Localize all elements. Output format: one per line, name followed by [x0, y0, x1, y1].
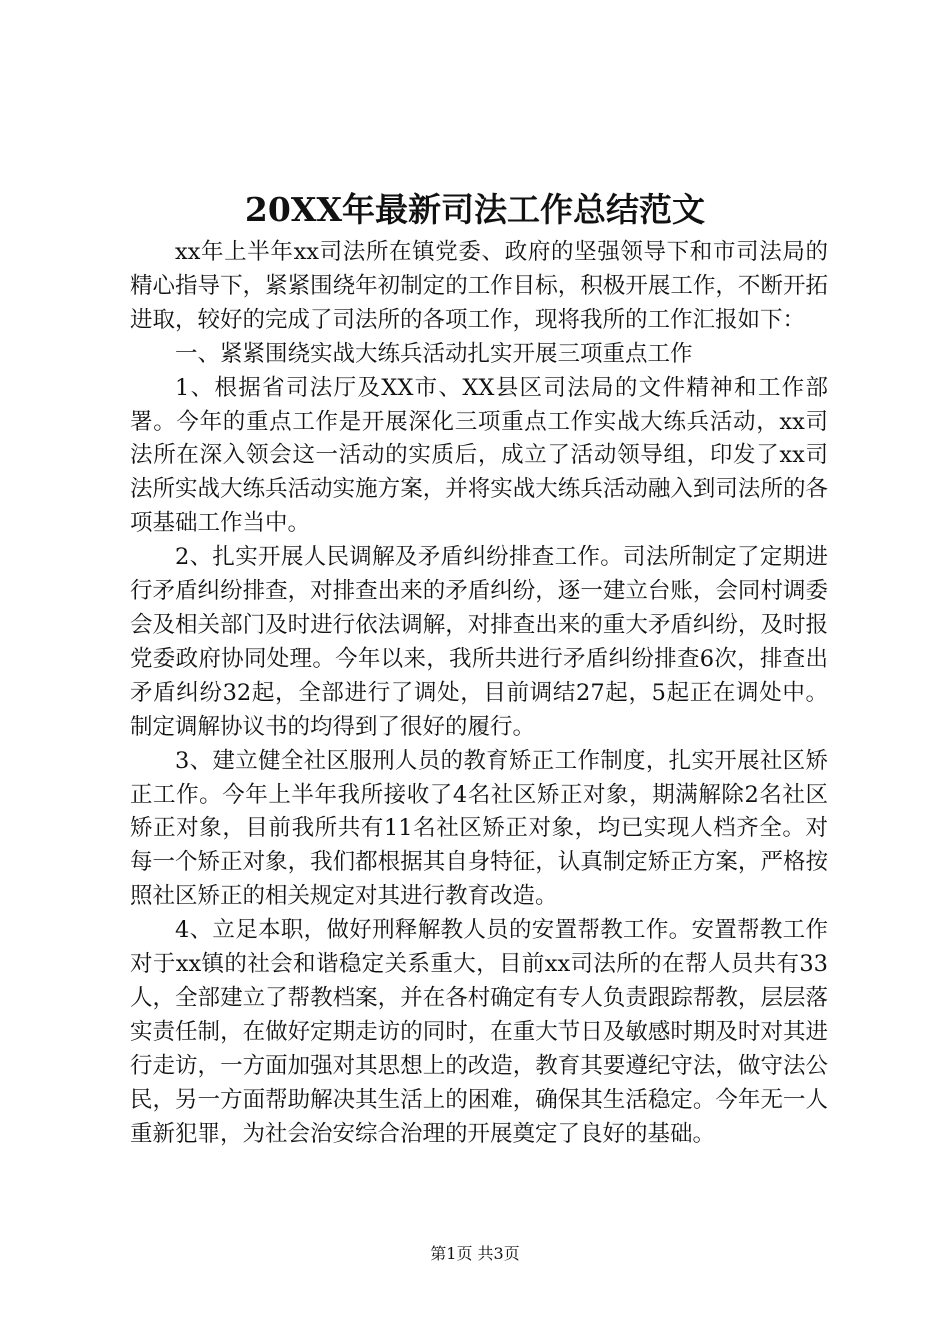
- document-title: 20XX年最新司法工作总结范文: [244, 190, 706, 229]
- paragraph-item-2: 2、扎实开展人民调解及矛盾纠纷排查工作。司法所制定了定期进行矛盾纠纷排查，对排查出来的矛盾纠纷，逐一建立台账，会同村调委会及相关部门及时进行依法调解，对排查出来的重大矛盾纠纷，及时报党委政府协同处理。今年以来，我所共进行矛盾纠纷排查6次，排查出矛盾纠纷32起，全部进行了调处，目前调结27起，5起正在调处中。制定调解协议书的均得到了很好的履行。: [130, 544, 828, 740]
- paragraph-intro: xx年上半年xx司法所在镇党委、政府的坚强领导下和市司法局的精心指导下，紧紧围绕年初制定的工作目标，积极开展工作，不断开拓进取，较好的完成了司法所的各项工作，现将我所的工作汇报如下：: [130, 239, 828, 333]
- page-number-footer: 第1页 共3页: [430, 1244, 520, 1263]
- document-body: [130, 236, 828, 1151]
- section-heading-1: 一、紧紧围绕实战大练兵活动扎实开展三项重点工作: [175, 340, 693, 367]
- paragraph-item-1: 1、根据省司法厅及XX市、XX县区司法局的文件精神和工作部署。今年的重点工作是开展深化三项重点工作实战大练兵活动，xx司法所在深入领会这一活动的实质后，成立了活动领导组，印发了xx司法所实战大练兵活动实施方案，并将实战大练兵活动融入到司法所的各项基础工作当中。: [130, 374, 828, 537]
- paragraph-item-4: 4、立足本职，做好刑释解教人员的安置帮教工作。安置帮教工作对于xx镇的社会和谐稳定关系重大，目前xx司法所的在帮人员共有33人，全部建立了帮教档案，并在各村确定有专人负责跟踪帮教，层层落实责任制，在做好定期走访的同时，在重大节日及敏感时期及时对其进行走访，一方面加强对其思想上的改造，教育其要遵纪守法，做守法公民，另一方面帮助解决其生活上的困难，确保其生活稳定。今年无一人重新犯罪，为社会治安综合治理的开展奠定了良好的基础。: [130, 917, 828, 1147]
- paragraph-item-3: 3、建立健全社区服刑人员的教育矫正工作制度，扎实开展社区矫正工作。今年上半年我所接收了4名社区矫正对象，期满解除2名社区矫正对象，目前我所共有11名社区矫正对象，均已实现人档齐全。对每一个矫正对象，我们都根据其自身特征，认真制定矫正方案，严格按照社区矫正的相关规定对其进行教育改造。: [130, 747, 828, 910]
